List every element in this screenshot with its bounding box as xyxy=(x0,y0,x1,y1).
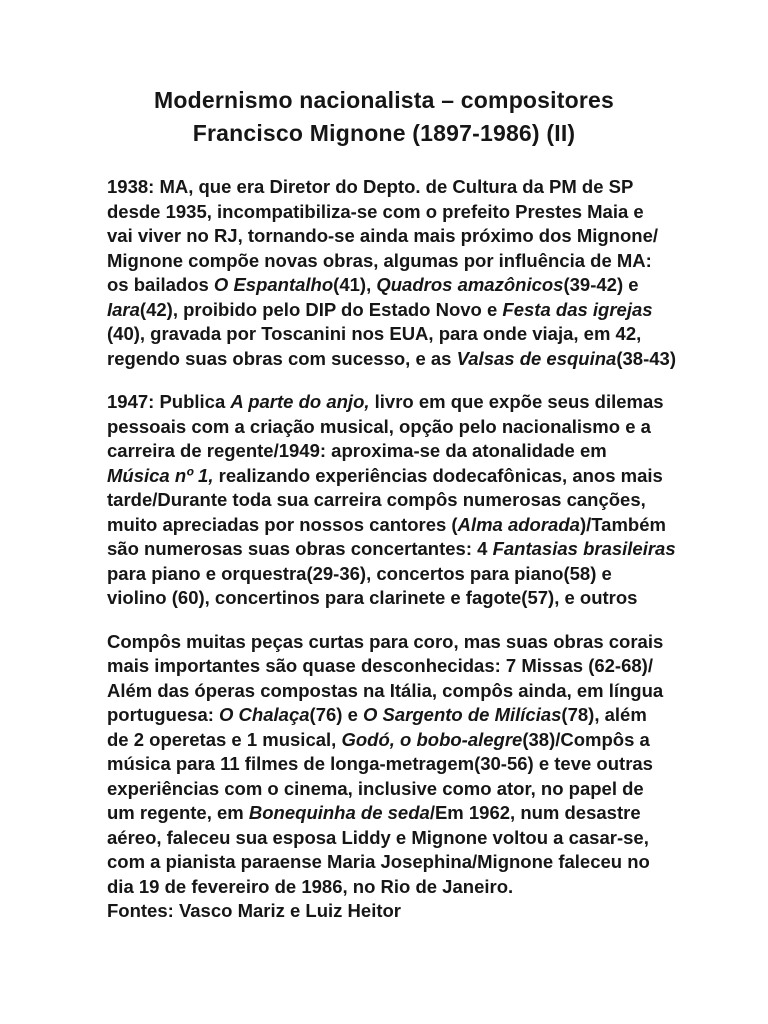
document-body xyxy=(107,175,676,924)
text-line: mais importantes são quase desconhecidas: 7 Missas (62-68)/ xyxy=(107,655,653,676)
text-line: desde 1935, incompatibiliza-se com o prefeito Prestes Maia e xyxy=(107,200,644,222)
text-line: muito apreciadas por nossos cantores (Alma adorada)/Também xyxy=(107,513,666,535)
document-title xyxy=(0,84,768,150)
text-line: Iara(42), proibido pelo DIP do Estado Novo e Festa das igrejas xyxy=(107,298,653,320)
text-line: 1938: MA, que era Diretor do Depto. de Cultura da PM de SP xyxy=(107,176,634,197)
text-line: (40), gravada por Toscanini nos EUA, para onde viaja, em 42, xyxy=(107,323,642,344)
paragraph xyxy=(107,630,667,924)
text-line: portuguesa: O Chalaça(76) e O Sargento de Milícias(78), além xyxy=(107,704,647,725)
text-line: pessoais com a criação musical, opção pelo nacionalismo e a xyxy=(107,415,651,437)
text-line: vai viver no RJ, tornando-se ainda mais próximo dos Mignone/ xyxy=(107,225,658,246)
text-line: 1947: Publica A parte do anjo, livro em que expõe seus dilemas xyxy=(107,391,664,412)
text-line: Fontes: Vasco Mariz e Luiz Heitor xyxy=(107,900,402,921)
text-line: Música nº 1, realizando experiências dodecafônicas, anos mais xyxy=(107,464,663,486)
text-line: regendo suas obras com sucesso, e as Valsas de esquina(38-43) xyxy=(107,347,676,369)
text-line: para piano e orquestra(29-36), concertos para piano(58) e xyxy=(107,562,612,584)
text-line: de 2 operetas e 1 musical, Godó, o bobo-alegre(38)/Compôs a xyxy=(107,728,650,750)
text-line: dia 19 de fevereiro de 1986, no Rio de Janeiro. xyxy=(107,875,514,897)
text-line: experiências com o cinema, inclusive como ator, no papel de xyxy=(107,777,644,799)
document-page xyxy=(0,84,768,1024)
text-line: são numerosas suas obras concertantes: 4 Fantasias brasileiras xyxy=(107,538,676,559)
title-line-1: Modernismo nacionalista – compositores xyxy=(153,87,615,113)
text-line: os bailados O Espantalho(41), Quadros amazônicos(39-42) e xyxy=(107,274,639,295)
text-line: Mignone compõe novas obras, algumas por influência de MA: xyxy=(107,249,652,271)
paragraph xyxy=(107,390,676,611)
text-line: carreira de regente/1949: aproxima-se da atonalidade em xyxy=(107,440,607,461)
title-line-2: Francisco Mignone (1897-1986) (II) xyxy=(192,120,576,146)
text-line: tarde/Durante toda sua carreira compôs numerosas canções, xyxy=(107,489,646,510)
text-line: música para 11 filmes de longa-metragem(30-56) e teve outras xyxy=(107,753,653,774)
text-line: com a pianista paraense Maria Josephina/Mignone faleceu no xyxy=(107,851,650,872)
text-line: Compôs muitas peças curtas para coro, mas suas obras corais xyxy=(107,630,664,652)
text-line: Além das óperas compostas na Itália, compôs ainda, em língua xyxy=(107,679,664,701)
text-line: violino (60), concertinos para clarinete e fagote(57), e outros xyxy=(107,587,638,608)
text-line: aéreo, faleceu sua esposa Liddy e Mignone voltou a casar-se, xyxy=(107,826,649,848)
text-line: um regente, em Bonequinha de seda/Em 1962, num desastre xyxy=(107,802,641,823)
paragraph xyxy=(107,175,676,371)
